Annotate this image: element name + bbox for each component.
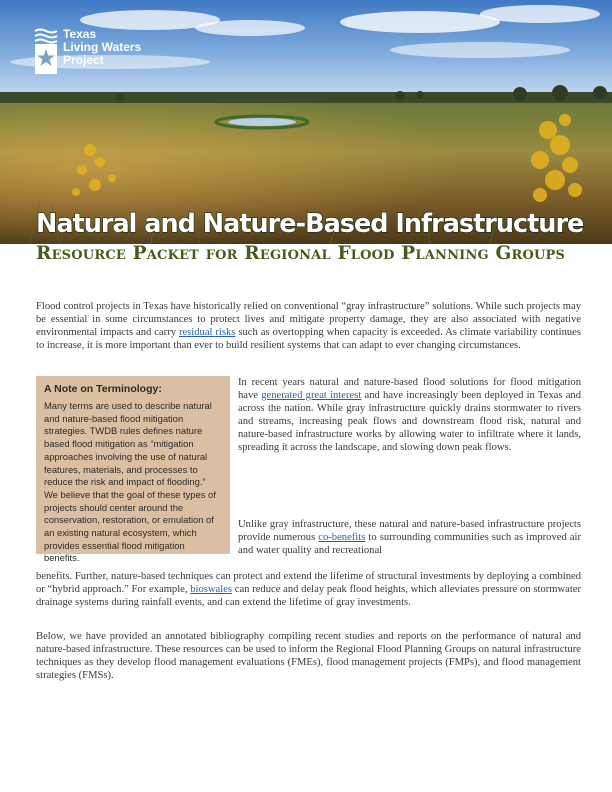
intro-text-before: Flood control projects in Texas have historically relied on conventional “gray infrastructure” solutions. While such projects may be essential in some circumstances to protect lives and mitigate property damage, they are also associated with negative environmental impacts and carry [36,301,581,339]
logo-line-1: Texas [63,27,97,41]
note-body: Many terms are used to describe natural and nature-based flood mitigation strategies. TWDB rules defines nature based flood mitigation as “mitigation approaches involving the use of natural features, materials, and processes to reduce the risk and impact of flooding.” We believe that the goal of these types of projects should center around the conservation, restoration, or emulation of an existing natural ecosystem, which provides essential flood mitigation benefits. [44,400,216,564]
terminology-note-box [36,376,230,564]
para2-text-before: In recent years natural and nature-based flood solutions for flood mitigation have [238,377,581,402]
bioswales-link[interactable]: bioswales [190,584,233,596]
para4-text-after: can reduce and delay peak flood heights, which alleviates pressure on stormwater drainage systems during rainfall events, and can extend the lifetime of gray investments. [36,584,581,609]
star-water-icon [34,28,58,74]
document-title: Natural and Nature-Based Infrastructure [36,209,584,239]
para4-text-before: benefits. Further, nature-based techniques can protect and extend the lifetime of structural investments by deploying a combined or “hybrid approach.” For example, [36,571,581,596]
residual-risks-link[interactable]: residual risks [178,327,236,339]
para3-text-before: Unlike gray infrastructure, these natural and nature-based infrastructure projects provide numerous [238,519,581,544]
bibliography-intro-paragraph: Below, we have provided an annotated bibliography compiling recent studies and reports on the performance of natural and nature-based infrastructure. These resources can be used to inform the Regional Flood Planning Groups on natural infrastructure techniques as they develop flood management evaluations (FMEs), flood management projects (FMPs), and flood management strategies (FMSs). [36,631,581,682]
hybrid-approach-paragraph [36,570,581,609]
brand-logo [34,28,141,74]
para3-text-after: to surrounding communities such as improved air and water quality and recreational [238,532,581,557]
intro-text-after: such as overtopping when capacity is exceeded. As climate variability continues to increase, it is more important than ever to build resilient systems that can adapt to ever changing circumstances. [36,327,581,352]
recent-years-paragraph [238,376,581,455]
logo-line-3: Project [63,53,104,67]
note-title: A Note on Terminology: [44,383,162,395]
document-subtitle: Resource Packet for Regional Flood Planning Groups [36,243,566,264]
logo-wordmark [63,28,141,67]
generated-great-interest-link[interactable]: generated great interest [261,390,362,402]
logo-line-2: Living Waters [63,40,142,54]
hero-photo [0,0,612,244]
co-benefits-paragraph [238,518,581,557]
para2-text-after: and have increasingly been deployed in Texas and across the nation. While gray infrastructure quickly drains stormwater to rivers and streams, increasing peak flows and downstream flood risk, natural and nature-based infrastructure works by allowing water to infiltrate where it lands, spreading it across the landscape, and slowing down peak flows. [238,390,581,454]
co-benefits-link[interactable]: co-benefits [318,532,366,544]
intro-paragraph [36,300,581,352]
